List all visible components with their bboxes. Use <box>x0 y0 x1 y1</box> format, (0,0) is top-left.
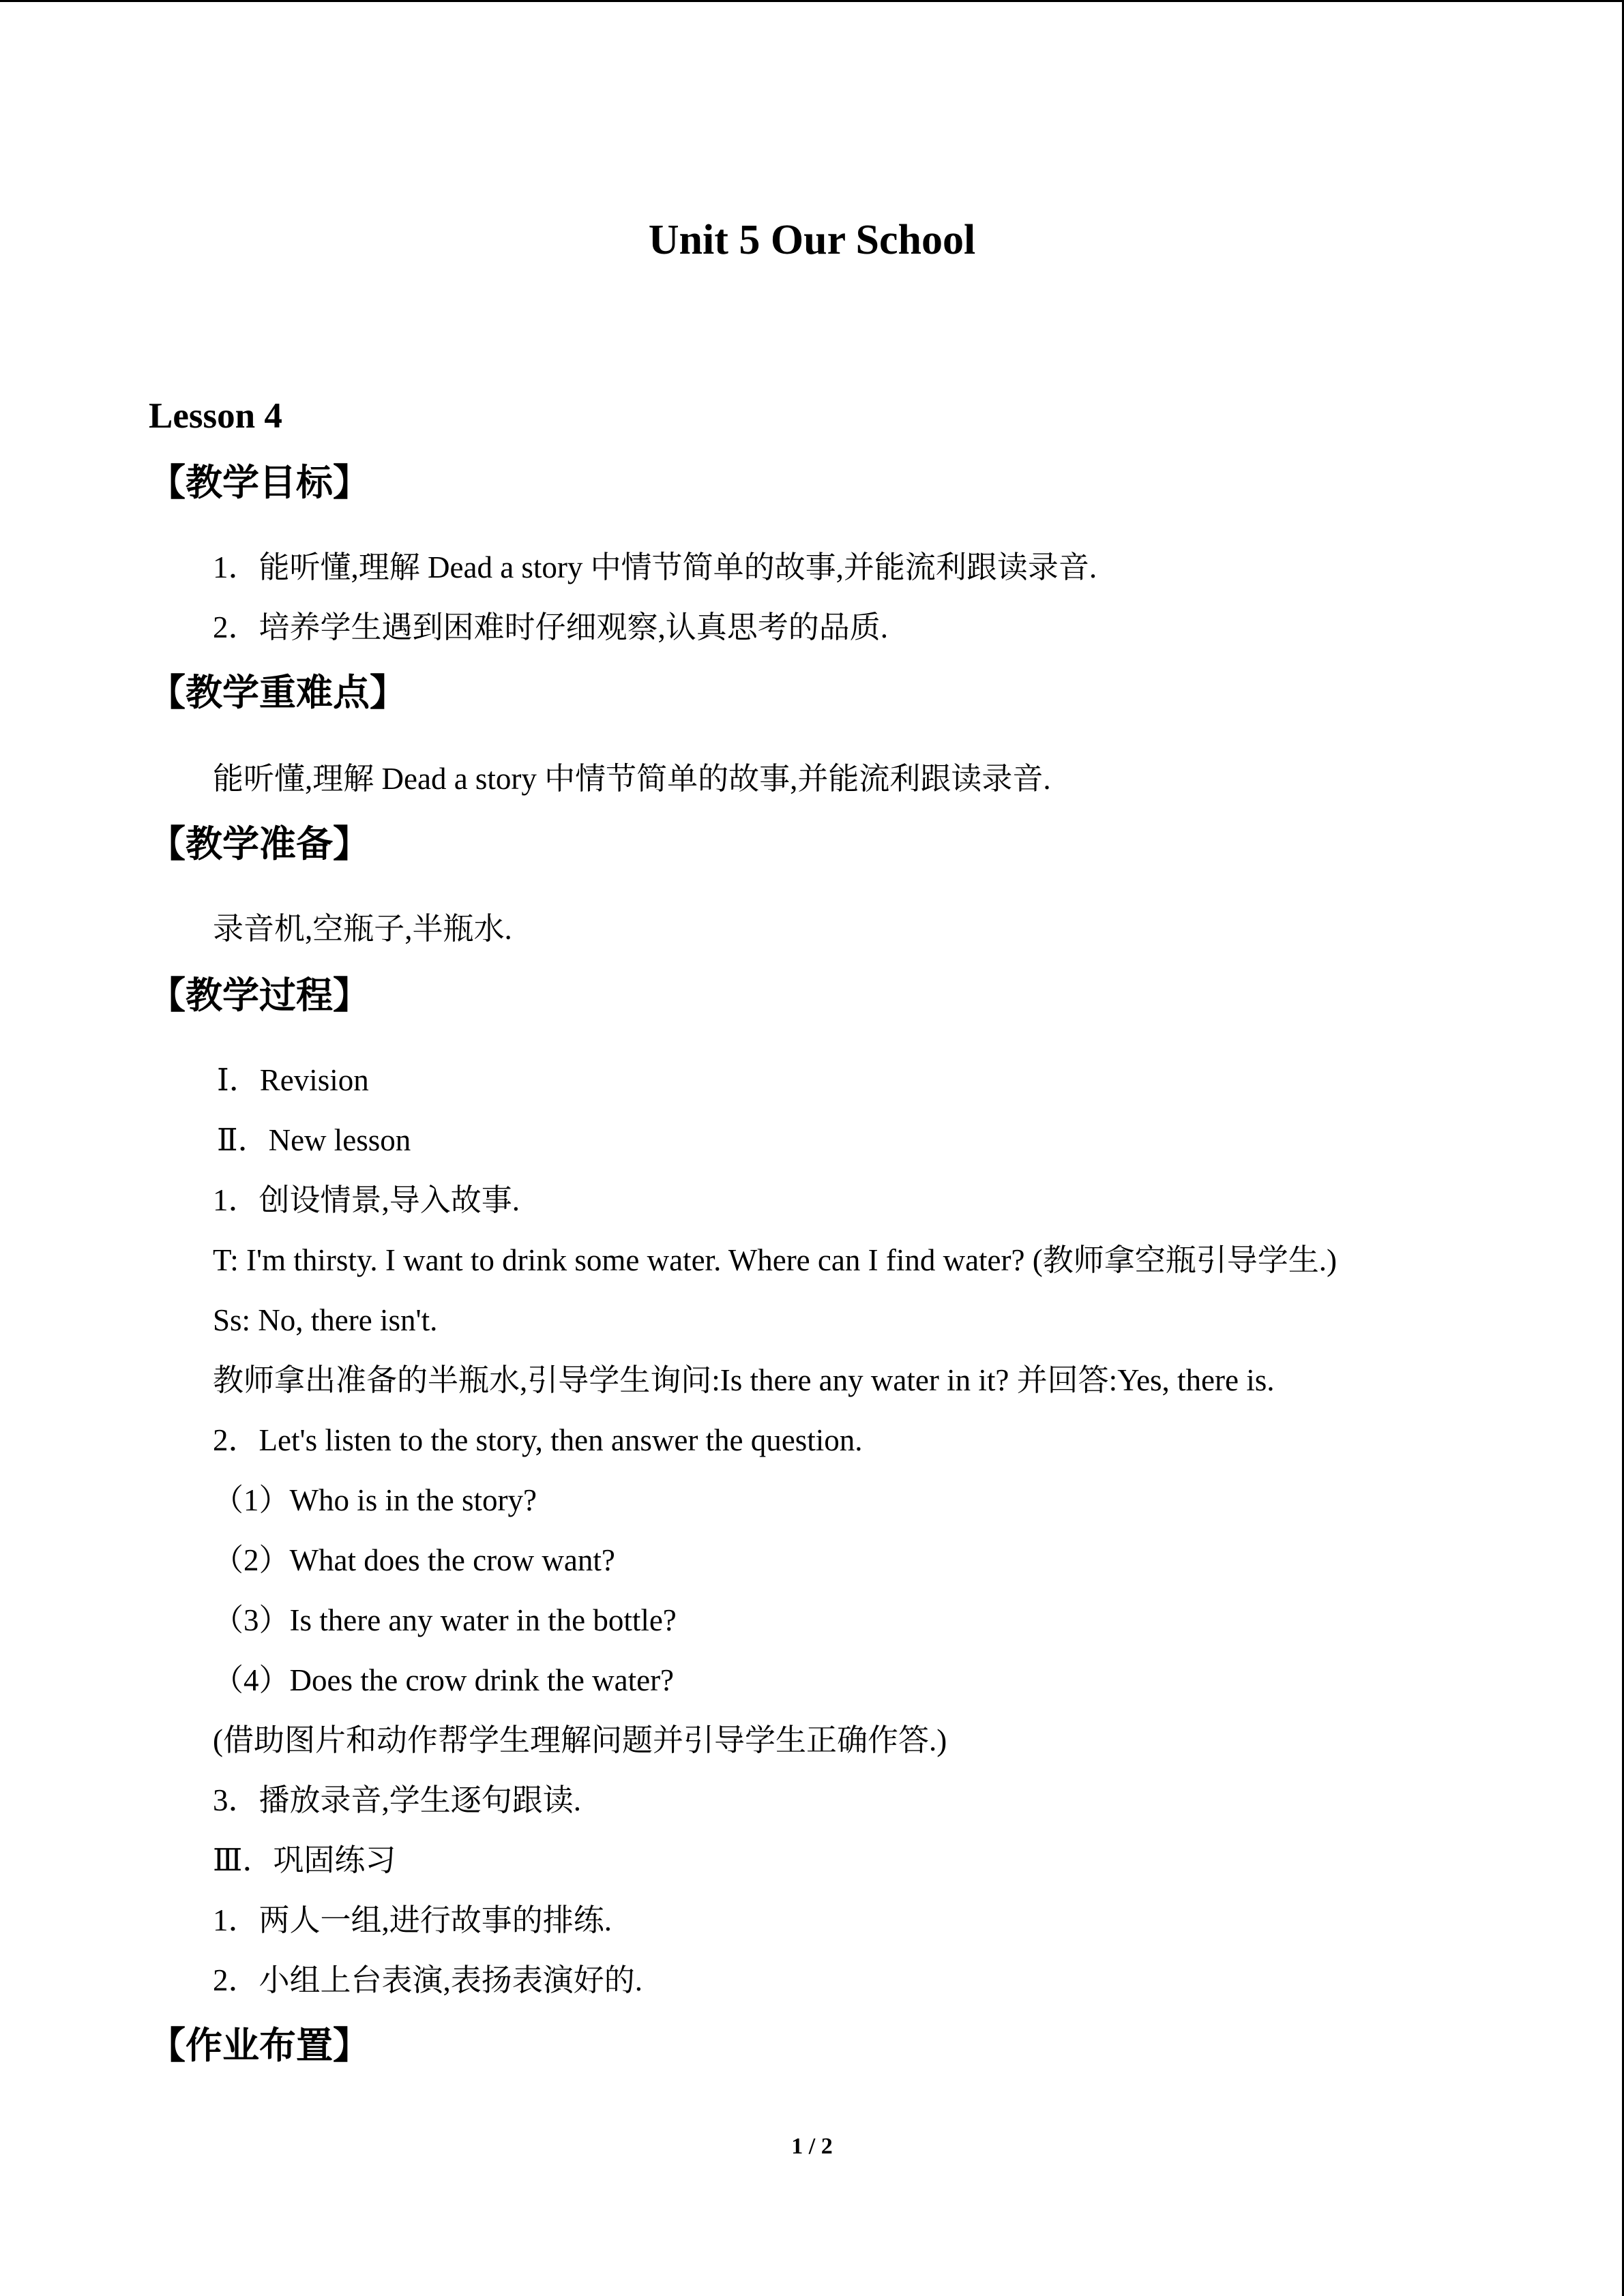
process-question-2: （2）What does the crow want? <box>213 1543 615 1577</box>
process-line-7: 2．Let's listen to the story, then answer the question. <box>213 1423 863 1457</box>
section-heading-preparation: 【教学准备】 <box>149 822 370 865</box>
section-heading-homework: 【作业布置】 <box>149 2024 370 2067</box>
section-heading-key-points: 【教学重难点】 <box>149 671 407 714</box>
process-line-5: Ss: No, there isn't. <box>213 1303 438 1337</box>
section-heading-process: 【教学过程】 <box>149 974 370 1017</box>
process-line-new-lesson: Ⅱ．New lesson <box>217 1123 411 1157</box>
key-point-line-1: 能听懂,理解 Dead a story 中情节简单的故事,并能流利跟读录音. <box>213 762 1051 796</box>
process-line-15: 1．两人一组,进行故事的排练. <box>213 1903 612 1937</box>
page-number: 1 / 2 <box>791 2134 833 2159</box>
lesson-label: Lesson 4 <box>149 396 282 436</box>
process-line-14: Ⅲ．巩固练习 <box>213 1843 396 1877</box>
document-title: Unit 5 Our School <box>648 217 976 263</box>
process-question-3: （3）Is there any water in the bottle? <box>213 1603 677 1637</box>
process-question-1: （1）Who is in the story? <box>213 1483 537 1517</box>
section-heading-objectives: 【教学目标】 <box>149 461 370 504</box>
process-line-3: 1．创设情景,导入故事. <box>213 1183 520 1217</box>
process-line-revision: Ⅰ．Revision <box>217 1063 369 1097</box>
process-line-4: T: I'm thirsty. I want to drink some water. Where can I find water? (教师拿空瓶引导学生.) <box>213 1243 1337 1277</box>
process-line-6: 教师拿出准备的半瓶水,引导学生询问:Is there any water in it? 并回答:Yes, there is. <box>213 1363 1275 1397</box>
process-line-12: (借助图片和动作帮学生理解问题并引导学生正确作答.) <box>213 1723 947 1757</box>
process-line-13: 3．播放录音,学生逐句跟读. <box>213 1783 582 1817</box>
preparation-line-1: 录音机,空瓶子,半瓶水. <box>213 912 512 946</box>
process-line-16: 2．小组上台表演,表扬表演好的. <box>213 1963 643 1997</box>
process-question-4: （4）Does the crow drink the water? <box>213 1663 675 1697</box>
objective-line-2: 2．培养学生遇到困难时仔细观察,认真思考的品质. <box>213 610 889 644</box>
page-border-top <box>0 0 1624 2</box>
objective-line-1: 1．能听懂,理解 Dead a story 中情节简单的故事,并能流利跟读录音. <box>213 550 1097 584</box>
